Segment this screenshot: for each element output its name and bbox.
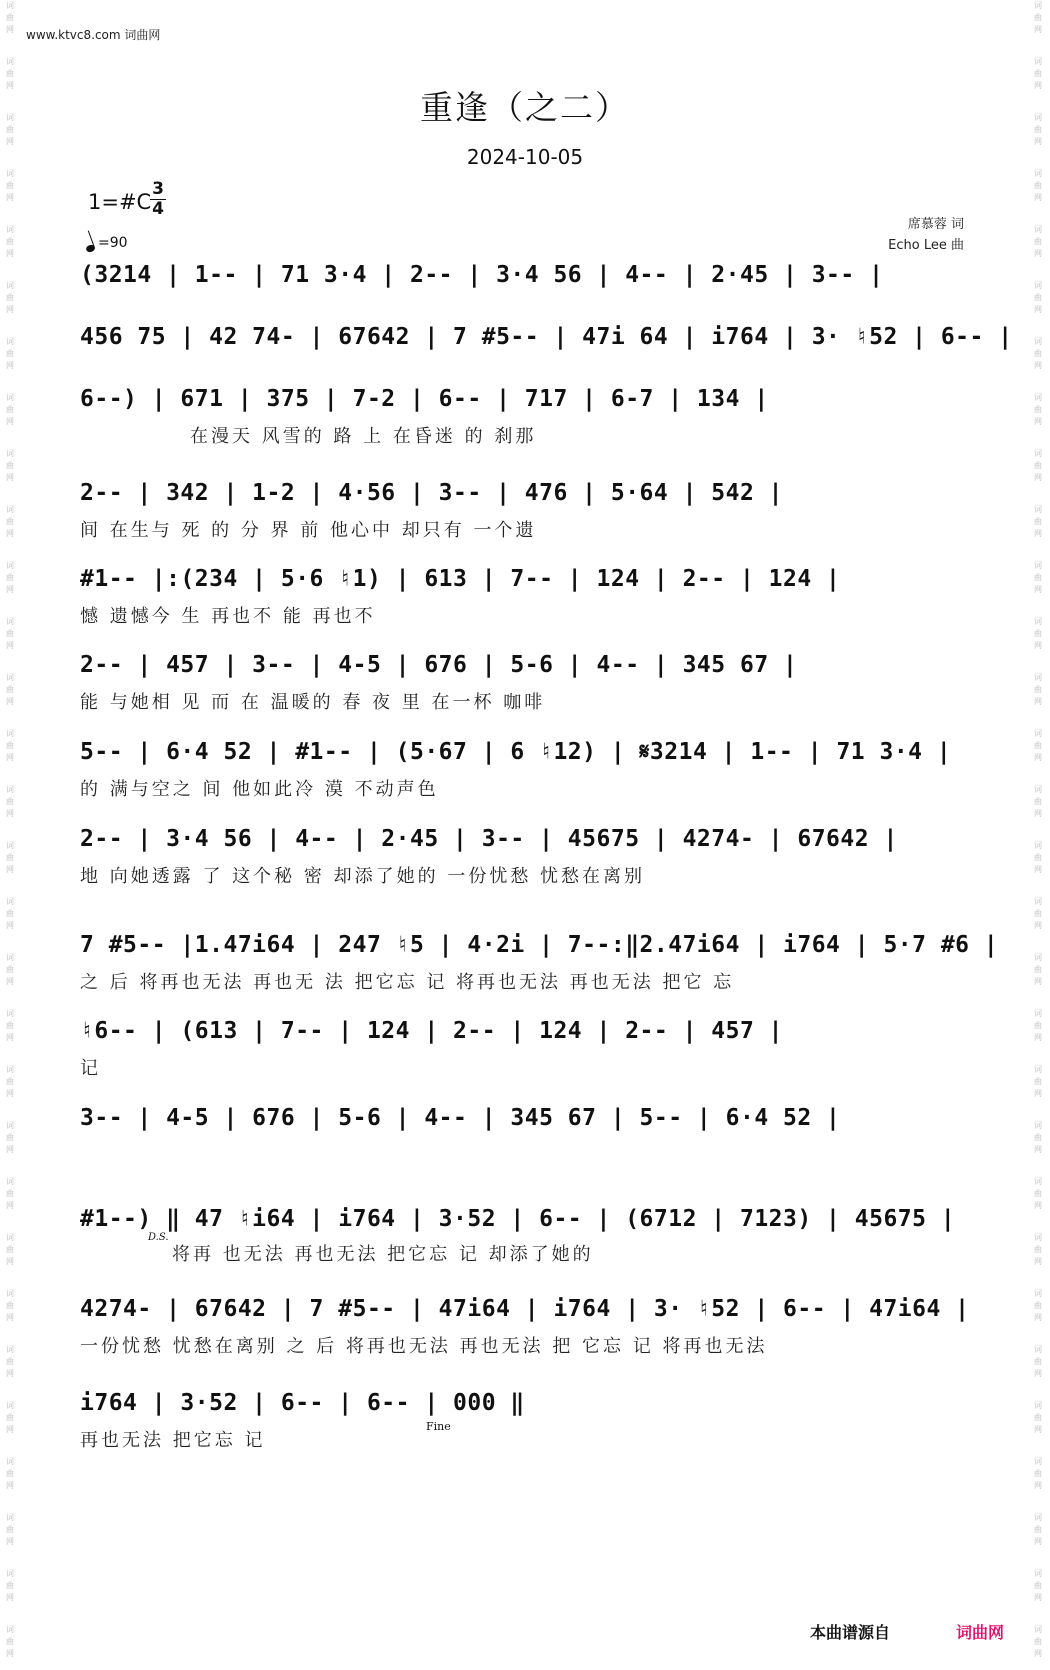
watermark-text: 词曲网 (6, 617, 14, 650)
watermark-text: 词曲网 (1034, 1457, 1042, 1490)
watermark-text: 词曲网 (1034, 561, 1042, 594)
watermark-text: 词曲网 (1034, 337, 1042, 370)
watermark-text: 词曲网 (1034, 1009, 1042, 1042)
lyric-line: 憾 遗憾今 生 再也不 能 再也不 (80, 606, 376, 627)
watermark-text: 词曲网 (1034, 617, 1042, 650)
watermark-text: 词曲网 (1034, 1569, 1042, 1602)
key-signature: 1=#C (88, 190, 152, 214)
notation-line: 6--) | 671 | 375 | 7-2 | 6-- | 717 | 6-7 | 134 | (80, 386, 769, 412)
lyric-line: 的 满与空之 间 他如此冷 漠 不动声色 (80, 779, 439, 800)
notation-line: #1-- |:(234 | 5·6 ♮1) | 613 | 7-- | 124 | 2-- | 124 | (80, 566, 841, 592)
notation-line: ♮6-- | (613 | 7-- | 124 | 2-- | 124 | 2-- | 457 | (80, 1018, 784, 1044)
notation-line: 456 75 | 42 74- | 67642 | 7 #5-- | 47i 64 | i764 | 3· ♮52 | 6-- | (80, 324, 1013, 350)
watermark-text: 词曲网 (6, 1, 14, 34)
watermark-text: 词曲网 (1034, 281, 1042, 314)
watermark-text: 词曲网 (6, 337, 14, 370)
watermark-text: 词曲网 (6, 57, 14, 90)
time-signature-top: 3 (152, 179, 164, 199)
lyric-line: 一份忧愁 忧愁在离别 之 后 将再也无法 再也无法 把 它忘 记 将再也无法 (80, 1336, 768, 1357)
lyric-line: 在漫天 风雪的 路 上 在昏迷 的 刹那 (190, 426, 537, 447)
watermark-strip-left (2, 0, 18, 1670)
lyric-line: 之 后 将再也无法 再也无 法 把它忘 记 将再也无法 再也无法 把它 忘 (80, 972, 735, 993)
notation-line: 4274- | 67642 | 7 #5-- | 47i64 | i764 | 3· ♮52 | 6-- | 47i64 | (80, 1296, 970, 1322)
song-title: 重逢（之二） (420, 88, 630, 127)
watermark-text: 词曲网 (1034, 897, 1042, 930)
watermark-text: 词曲网 (6, 1289, 14, 1322)
watermark-text: 词曲网 (6, 1121, 14, 1154)
song-date: 2024-10-05 (466, 145, 584, 169)
watermark-text: 词曲网 (1034, 953, 1042, 986)
lyricist: 席慕蓉 词 (907, 217, 964, 232)
watermark-text: 词曲网 (6, 1457, 14, 1490)
watermark-text: 词曲网 (1034, 729, 1042, 762)
quarter-note-icon (85, 244, 96, 254)
watermark-text: 词曲网 (1034, 1513, 1042, 1546)
watermark-text: 词曲网 (6, 1233, 14, 1266)
watermark-text: 词曲网 (1034, 673, 1042, 706)
notation-line: 2-- | 457 | 3-- | 4-5 | 676 | 5-6 | 4-- | 345 67 | (80, 652, 798, 678)
watermark-text: 词曲网 (6, 1401, 14, 1434)
tempo-value: =90 (98, 234, 128, 251)
watermark-text: 词曲网 (1034, 57, 1042, 90)
watermark-text: 词曲网 (1034, 393, 1042, 426)
lyric-line: 间 在生与 死 的 分 界 前 他心中 却只有 一个遗 (80, 520, 537, 541)
footer-source-label: 本曲谱源自 (810, 1623, 891, 1642)
watermark-text: 词曲网 (1034, 449, 1042, 482)
watermark-text: 词曲网 (6, 505, 14, 538)
watermark-text: 词曲网 (6, 1625, 14, 1658)
notation-line: i764 | 3·52 | 6-- | 6-- | 000 ‖ (80, 1390, 525, 1416)
tempo-marking (86, 233, 128, 252)
watermark-text: 词曲网 (6, 1177, 14, 1210)
watermark-text: 词曲网 (6, 1569, 14, 1602)
composer: Echo Lee 曲 (888, 238, 964, 253)
watermark-text: 词曲网 (6, 1065, 14, 1098)
time-signature (150, 180, 166, 219)
watermark-text: 词曲网 (6, 953, 14, 986)
lyric-line: 地 向她透露 了 这个秘 密 却添了她的 一份忧愁 忧愁在离别 (80, 866, 646, 887)
watermark-text: 词曲网 (1034, 113, 1042, 146)
watermark-text: 词曲网 (1034, 1, 1042, 34)
watermark-text: 词曲网 (1034, 1121, 1042, 1154)
watermark-text: 词曲网 (1034, 1177, 1042, 1210)
notation-line: (3214 | 1-- | 71 3·4 | 2-- | 3·4 56 | 4-- | 2·45 | 3-- | (80, 262, 884, 288)
watermark-text: 词曲网 (6, 113, 14, 146)
watermark-text: 词曲网 (1034, 169, 1042, 202)
watermark-text: 词曲网 (1034, 1345, 1042, 1378)
notation-line: 2-- | 3·4 56 | 4-- | 2·45 | 3-- | 45675 | 4274- | 67642 | (80, 826, 898, 852)
watermark-text: 词曲网 (6, 1513, 14, 1546)
time-signature-bottom: 4 (150, 199, 166, 219)
lyric-line: 再也无法 把它忘 记 (80, 1430, 266, 1451)
lyric-line: 记 (80, 1058, 101, 1079)
watermark-text: 词曲网 (1034, 1401, 1042, 1434)
notation-line: 2-- | 342 | 1-2 | 4·56 | 3-- | 476 | 5·64 | 542 | (80, 480, 784, 506)
watermark-text: 词曲网 (6, 729, 14, 762)
fine-mark: Fine (426, 1420, 451, 1433)
watermark-text: 词曲网 (6, 449, 14, 482)
footer-source-site: 词曲网 (956, 1623, 1005, 1642)
watermark-text: 词曲网 (1034, 225, 1042, 258)
watermark-text: 词曲网 (6, 281, 14, 314)
credits (888, 214, 964, 256)
notation-line: 5-- | 6·4 52 | #1-- | (5·67 | 6 ♮12) | 𝄋3214 | 1-- | 71 3·4 | (80, 739, 952, 765)
lyric-line: 能 与她相 见 而 在 温暖的 春 夜 里 在一杯 咖啡 (80, 692, 546, 713)
watermark-text: 词曲网 (6, 561, 14, 594)
watermark-text: 词曲网 (6, 785, 14, 818)
notation-line: 3-- | 4-5 | 676 | 5-6 | 4-- | 345 67 | 5-- | 6·4 52 | (80, 1105, 841, 1131)
lyric-line: 将再 也无法 再也无法 把它忘 记 却添了她的 (172, 1244, 594, 1265)
watermark-text: 词曲网 (1034, 1065, 1042, 1098)
notation-line: 7 #5-- |1.47i64 | 247 ♮5 | 4·2i | 7--:‖2.47i64 | i764 | 5·7 #6 | (80, 932, 999, 958)
watermark-text: 词曲网 (6, 1009, 14, 1042)
watermark-text: 词曲网 (6, 393, 14, 426)
ds-mark: D.S. (148, 1232, 169, 1243)
watermark-text: 词曲网 (1034, 841, 1042, 874)
watermark-text: 词曲网 (6, 225, 14, 258)
watermark-text: 词曲网 (6, 169, 14, 202)
watermark-text: 词曲网 (1034, 785, 1042, 818)
watermark-strip-right (1030, 0, 1046, 1670)
watermark-text: 词曲网 (1034, 1289, 1042, 1322)
watermark-text: 词曲网 (6, 1345, 14, 1378)
notation-line: #1--) ‖ 47 ♮i64 | i764 | 3·52 | 6-- | (6712 | 7123) | 45675 | (80, 1206, 956, 1232)
watermark-text: 词曲网 (1034, 505, 1042, 538)
watermark-text: 词曲网 (1034, 1233, 1042, 1266)
site-header: www.ktvc8.com 词曲网 (26, 28, 161, 42)
watermark-text: 词曲网 (1034, 1625, 1042, 1658)
watermark-text: 词曲网 (6, 897, 14, 930)
watermark-text: 词曲网 (6, 841, 14, 874)
watermark-text: 词曲网 (6, 673, 14, 706)
